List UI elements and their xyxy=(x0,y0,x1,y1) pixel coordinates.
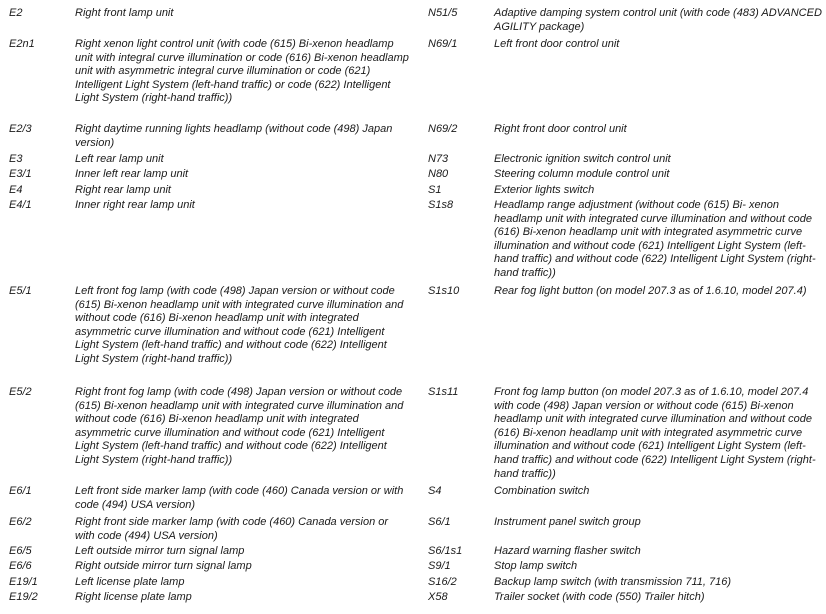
component-description: Electronic ignition switch control unit xyxy=(494,153,671,165)
component-code: S1s11 xyxy=(428,386,459,398)
component-code: E2/3 xyxy=(9,123,32,135)
component-code: E3 xyxy=(9,153,23,165)
component-description: Right xenon light control unit (with code (615) Bi-xenon headlamp unit with integral curve illumination or code (616) Bi-xenon headlamp unit with asymmetric integral curve illumination or code (621) Intelligent Light System (left-hand traffic) or code (622) Intelligent Light System (right-hand traffic)) xyxy=(75,38,409,105)
component-description: Left rear lamp unit xyxy=(75,153,164,165)
component-code: E3/1 xyxy=(9,168,32,180)
component-description: Stop lamp switch xyxy=(494,560,578,572)
component-description: Hazard warning flasher switch xyxy=(494,545,641,557)
component-description: Headlamp range adjustment (without code (615) Bi- xenon headlamp unit with integrated curve illumination and without code (616) Bi-xenon headlamp unit with integrated asymmetric curve illumination and without code (621) Intelligent Light System (left-hand traffic) and without code (622) Intelligent Light System (right-hand traffic)) xyxy=(494,199,816,279)
component-description: Inner left rear lamp unit xyxy=(75,168,189,180)
component-code: S4 xyxy=(428,485,442,497)
component-code: E5/1 xyxy=(9,285,32,297)
component-code: S1s10 xyxy=(428,285,460,297)
component-description: Inner right rear lamp unit xyxy=(75,199,195,211)
component-code: N69/1 xyxy=(428,38,458,50)
component-description: Left front door control unit xyxy=(494,38,620,50)
component-description: Right rear lamp unit xyxy=(75,184,171,196)
component-description: Left front fog lamp (with code (498) Japan version or without code (615) Bi-xenon headlamp unit with integrated curve illumination and without code (616) Bi-xenon headlamp unit with integrated asymmetric curve illumination and without code (621) Intelligent Light System (left-hand traffic) and without code (622) Intelligent Light System (right-hand traffic)) xyxy=(75,285,404,365)
component-description: Left license plate lamp xyxy=(75,576,185,588)
component-description: Instrument panel switch group xyxy=(494,516,641,528)
component-description: Exterior lights switch xyxy=(494,184,595,196)
component-code: E6/2 xyxy=(9,516,32,528)
component-code: E6/1 xyxy=(9,485,32,497)
component-description: Backup lamp switch (with transmission 711, 716) xyxy=(494,576,732,588)
component-description: Right outside mirror turn signal lamp xyxy=(75,560,252,572)
component-description: Adaptive damping system control unit (with code (483) ADVANCED AGILITY package) xyxy=(494,7,822,33)
component-description: Right front door control unit xyxy=(494,123,627,135)
component-code: E19/2 xyxy=(9,591,38,603)
component-code: X58 xyxy=(428,591,448,603)
component-code: E5/2 xyxy=(9,386,32,398)
component-code: E2n1 xyxy=(9,38,35,50)
component-code: N73 xyxy=(428,153,449,165)
component-code: E4 xyxy=(9,184,23,196)
component-code: E6/5 xyxy=(9,545,32,557)
component-description: Combination switch xyxy=(494,485,590,497)
component-code: S6/1s1 xyxy=(428,545,463,557)
component-code: E19/1 xyxy=(9,576,38,588)
component-code: S9/1 xyxy=(428,560,451,572)
component-code: E4/1 xyxy=(9,199,32,211)
component-description: Left outside mirror turn signal lamp xyxy=(75,545,245,557)
component-description: Right daytime running lights headlamp (without code (498) Japan version) xyxy=(75,123,393,149)
component-code: S16/2 xyxy=(428,576,457,588)
component-code: S6/1 xyxy=(428,516,451,528)
component-description: Right license plate lamp xyxy=(75,591,192,603)
component-description: Right front side marker lamp (with code (460) Canada version or with code (494) USA version) xyxy=(75,516,389,542)
component-description: Left front side marker lamp (with code (460) Canada version or with code (494) USA version) xyxy=(75,485,404,511)
component-code: S1 xyxy=(428,184,442,196)
component-description: Right front fog lamp (with code (498) Japan version or without code (615) Bi-xenon headlamp unit with integrated curve illumination and without code (616) Bi-xenon headlamp unit with integrated asymmetric curve illumination and without code (621) Intelligent Light System (left-hand traffic) and without code (622) Intelligent Light System (right-hand traffic)) xyxy=(75,386,404,466)
component-code: N51/5 xyxy=(428,7,458,19)
component-description: Rear fog light button (on model 207.3 as of 1.6.10, model 207.4) xyxy=(494,285,807,297)
component-code: N69/2 xyxy=(428,123,458,135)
component-code: S1s8 xyxy=(428,199,454,211)
component-code: N80 xyxy=(428,168,449,180)
component-code: E6/6 xyxy=(9,560,32,572)
component-description: Trailer socket (with code (550) Trailer hitch) xyxy=(494,591,705,603)
component-description: Right front lamp unit xyxy=(75,7,174,19)
component-description: Steering column module control unit xyxy=(494,168,670,180)
component-code: E2 xyxy=(9,7,23,19)
component-description: Front fog lamp button (on model 207.3 as of 1.6.10, model 207.4 with code (498) Japan version or without code (615) Bi-xenon headlamp unit with integrated curve illumination and without code (616) Bi-xenon headlamp unit with integrated asymmetric curve illumination and without code (621) Intelligent Light System (left-hand traffic) and without code (622) Intelligent Light System (right-hand traffic)) xyxy=(494,386,816,480)
